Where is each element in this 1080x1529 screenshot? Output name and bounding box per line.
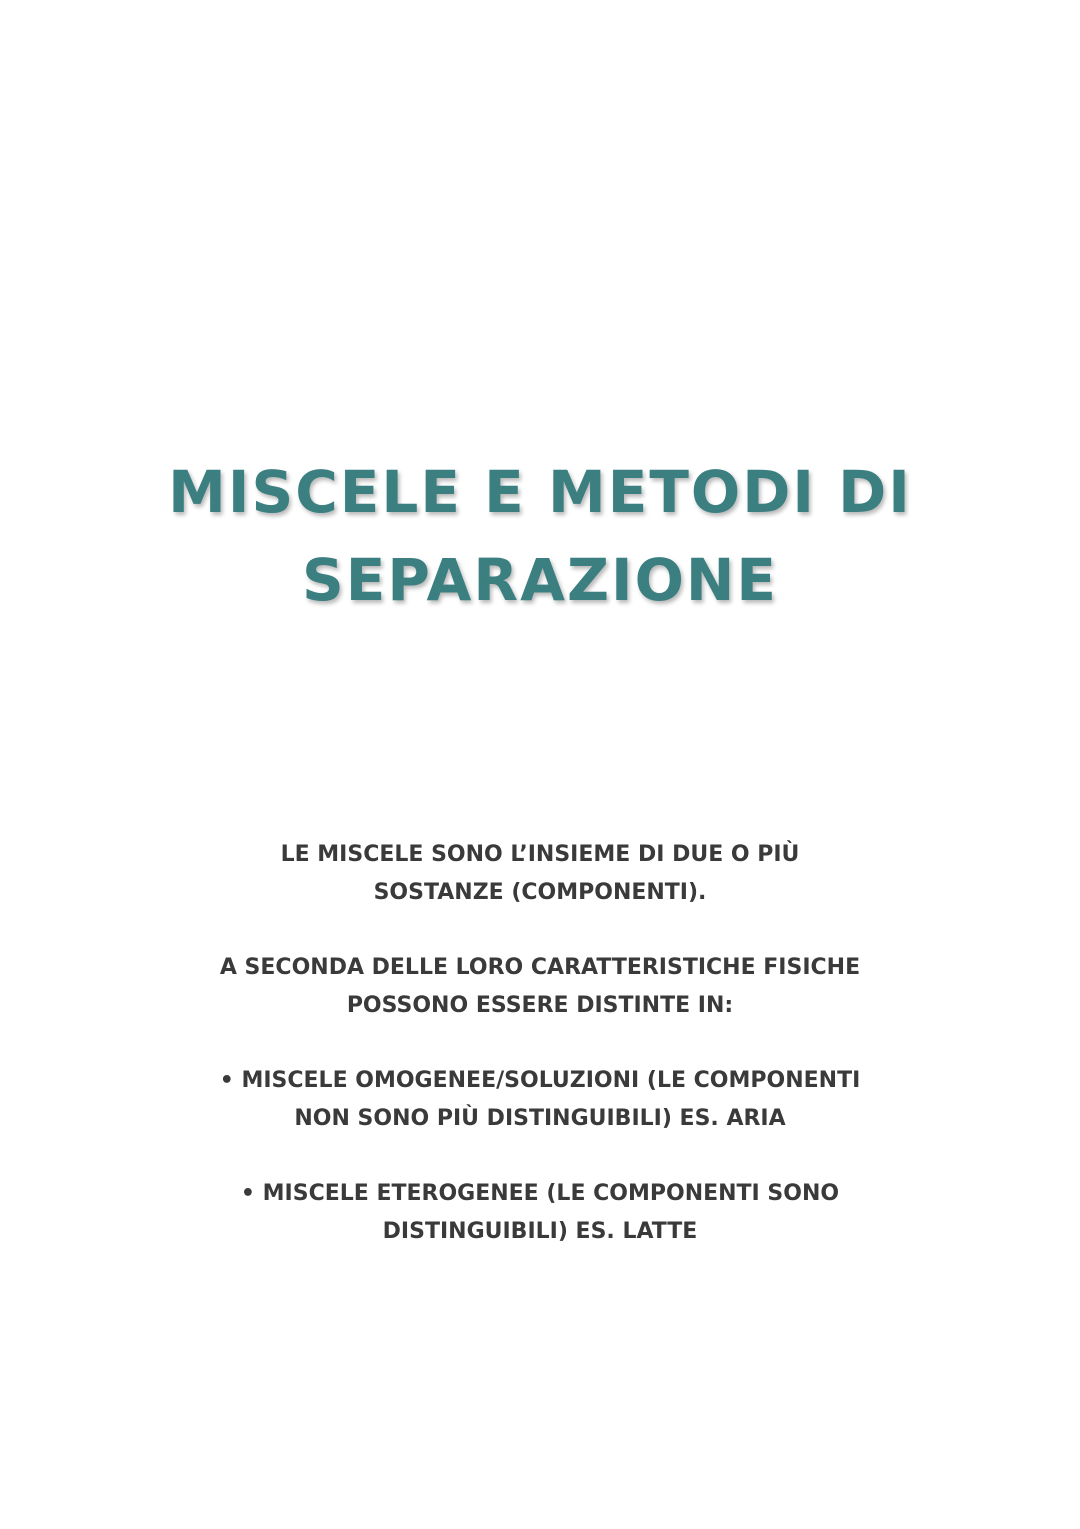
paragraph-line: POSSONO ESSERE DISTINTE IN: (346, 993, 734, 1018)
paragraph-line: A SECONDA DELLE LORO CARATTERISTICHE FISICHE (219, 955, 861, 980)
paragraph-line: LE MISCELE SONO L’INSIEME DI DUE O PIÙ (280, 842, 800, 867)
heterogeneous-bullet (0, 1175, 1080, 1251)
bullet-line: NON SONO PIÙ DISTINGUIBILI) ES. ARIA (294, 1106, 786, 1131)
bullet-line: DISTINGUIBILI) ES. LATTE (382, 1219, 698, 1244)
bullet-line: • MISCELE ETEROGENEE (LE COMPONENTI SONO (240, 1181, 840, 1206)
paragraph-line: SOSTANZE (COMPONENTI). (373, 880, 707, 905)
page-title (0, 448, 1080, 624)
definition-paragraph (0, 836, 1080, 912)
title-line-2: SEPARAZIONE (301, 546, 779, 614)
bullet-line: • MISCELE OMOGENEE/SOLUZIONI (LE COMPONENTI (219, 1068, 861, 1093)
homogeneous-bullet (0, 1062, 1080, 1138)
classification-paragraph (0, 949, 1080, 1025)
title-line-1: MISCELE E METODI DI (168, 458, 912, 526)
